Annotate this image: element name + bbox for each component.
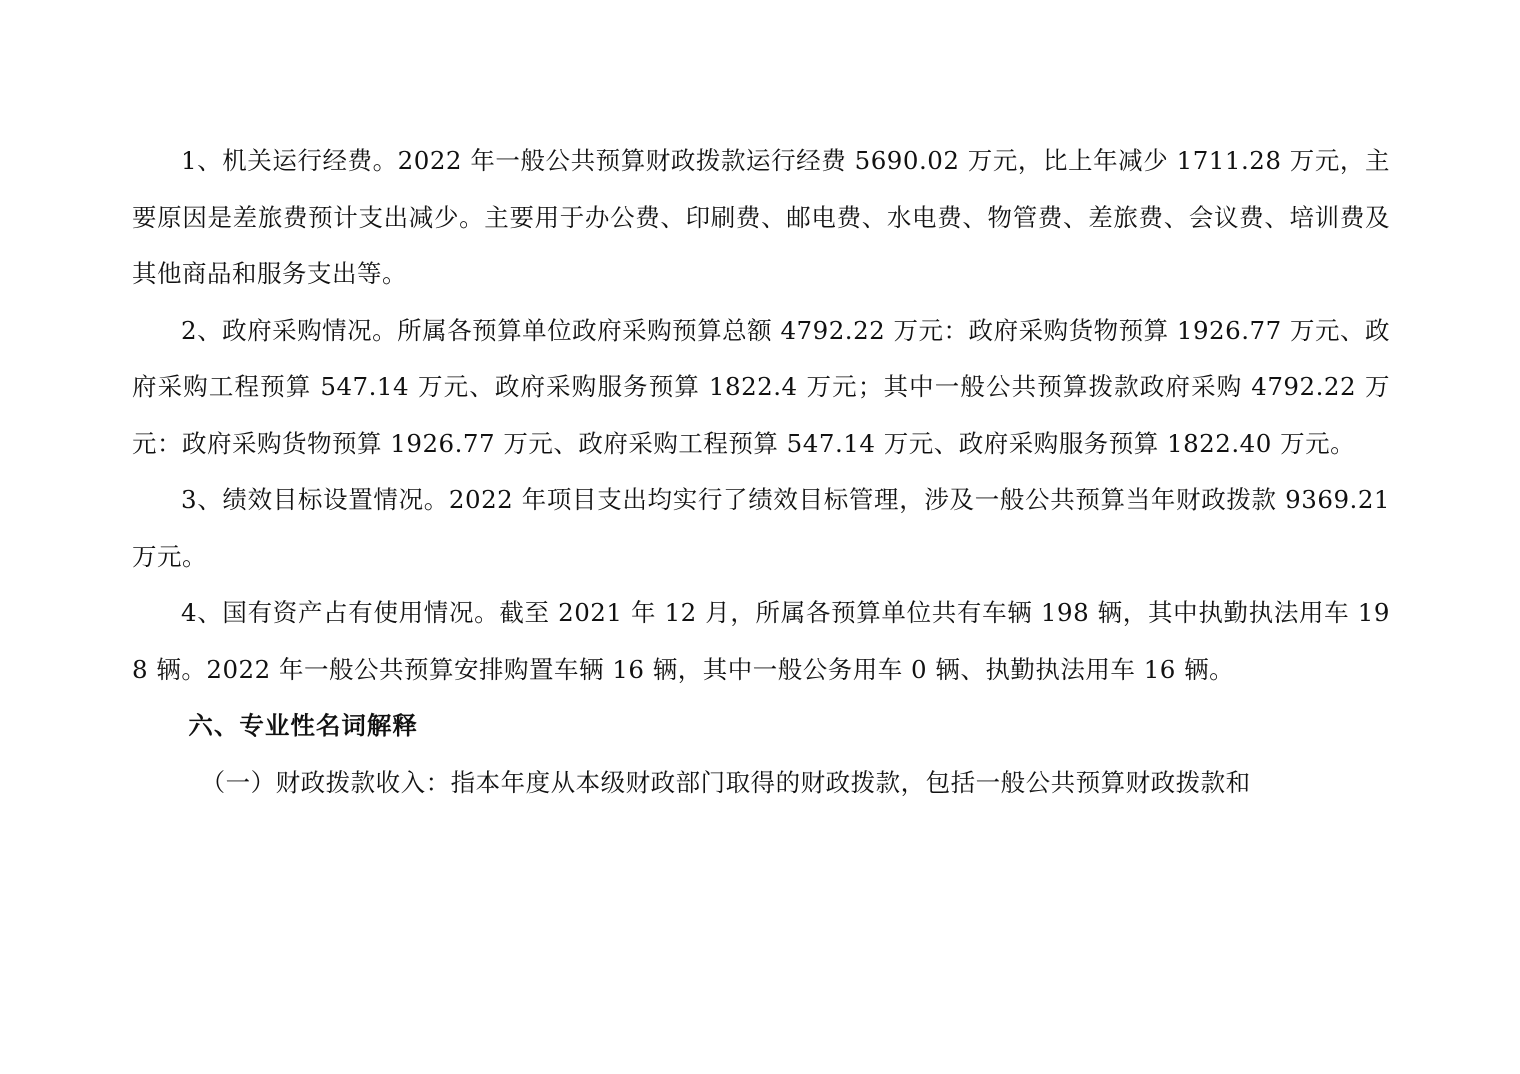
paragraph-state-assets: 4、国有资产占有使用情况。截至 2021 年 12 月，所属各预算单位共有车辆 198 辆，其中执勤执法用车 198 辆。2022 年一般公共预算安排购置车辆 16 辆，其中一般公务用车 0 辆、执勤执法用车 16 辆。: [132, 598, 1390, 684]
paragraph-performance-targets: 3、绩效目标设置情况。2022 年项目支出均实行了绩效目标管理，涉及一般公共预算当年财政拨款 9369.21 万元。: [132, 485, 1390, 571]
paragraph-operating-expenses: 1、机关运行经费。2022 年一般公共预算财政拨款运行经费 5690.02 万元，比上年减少 1711.28 万元，主要原因是差旅费预计支出减少。主要用于办公费、印刷费、邮电费、水电费、物管费、差旅费、会议费、培训费及其他商品和服务支出等。: [132, 146, 1390, 288]
section-heading: 六、专业性名词解释: [188, 711, 418, 740]
paragraph-government-procurement: 2、政府采购情况。所属各预算单位政府采购预算总额 4792.22 万元：政府采购货物预算 1926.77 万元、政府采购工程预算 547.14 万元、政府采购服务预算 1822.4 万元；其中一般公共预算拨款政府采购 4792.22 万元：政府采购货物预算 1926.77 万元、政府采购工程预算 547.14 万元、政府采购服务预算 1822.40 万元。: [132, 315, 1390, 458]
paragraph-fiscal-appropriation-definition: （一）财政拨款收入：指本年度从本级财政部门取得的财政拨款，包括一般公共预算财政拨款和: [200, 767, 1251, 797]
document-body: [132, 133, 1390, 811]
